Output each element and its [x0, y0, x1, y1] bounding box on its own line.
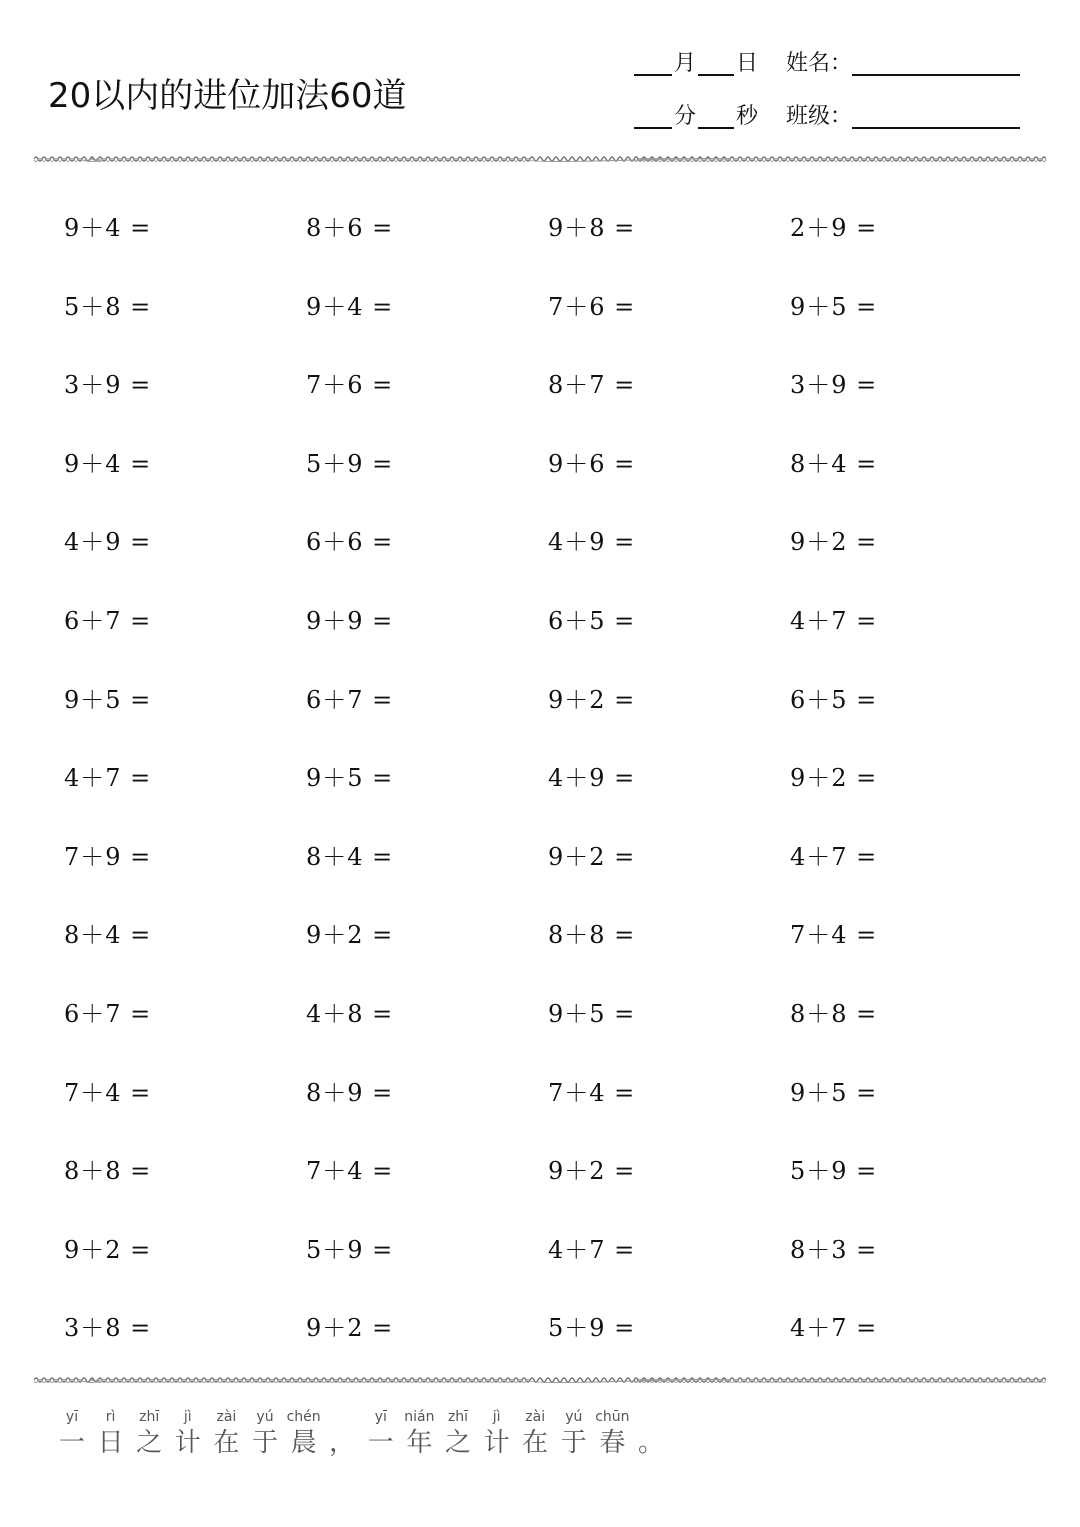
wave-line-inner [34, 1380, 1046, 1383]
proverb-char [206, 1408, 246, 1460]
pinyin-label: yú [256, 1409, 274, 1425]
proverb-char [438, 1408, 478, 1460]
problem-item: 6＋6 = [306, 528, 394, 557]
problem-item: 3＋9 = [790, 371, 878, 400]
problem-item: 9＋5 = [548, 1000, 636, 1028]
problem-item: 4＋7 = [790, 842, 878, 871]
problem-item: 4＋9 = [548, 764, 636, 793]
problem-item: 6＋7 = [306, 685, 394, 714]
proverb-char [399, 1408, 439, 1460]
worksheet-title: 20以内的进位加法60道 [48, 76, 407, 116]
hanzi-label: 一 [367, 1428, 394, 1458]
problem-item: 6＋5 = [548, 607, 636, 635]
minute-label: 分 [674, 104, 697, 129]
problem-item: 3＋8 = [64, 1314, 152, 1343]
problem-item: 9＋4 = [306, 292, 394, 321]
problem-item: 9＋2 = [64, 1235, 152, 1264]
problem-item: 4＋7 = [64, 764, 152, 793]
problem-item: 9＋6 = [548, 449, 636, 478]
proverb-char [322, 1408, 362, 1460]
pinyin-label: chūn [595, 1409, 630, 1425]
pinyin-label: zhī [447, 1409, 469, 1425]
problem-item: 8＋8 = [790, 1000, 878, 1028]
problem-item: 9＋9 = [306, 607, 394, 635]
problem-item: 5＋9 = [790, 1157, 878, 1186]
proverb-char [284, 1408, 324, 1460]
problem-item: 6＋5 = [790, 685, 878, 714]
problem-item: 8＋9 = [306, 1078, 394, 1107]
pinyin-label: zài [525, 1409, 546, 1425]
pinyin-label: yú [565, 1409, 583, 1425]
problem-item: 6＋7 = [64, 607, 152, 635]
problem-item: 4＋7 = [790, 607, 878, 635]
problem-item: 4＋9 = [548, 528, 636, 557]
hanzi-label: 之 [444, 1428, 471, 1458]
proverb-with-pinyin [58, 1408, 678, 1468]
hanzi-label: 一 [58, 1428, 85, 1458]
problem-item: 8＋8 = [548, 921, 636, 950]
pinyin-label: yī [374, 1409, 387, 1425]
pinyin-label: jì [183, 1409, 192, 1425]
problem-item: 9＋2 = [790, 764, 878, 793]
problem-item: 7＋6 = [548, 292, 636, 321]
pinyin-label [631, 1408, 671, 1426]
proverb-char [554, 1408, 594, 1460]
problem-item: 2＋9 = [790, 214, 878, 242]
class-label: 班级： [786, 104, 853, 129]
pinyin-label: rì [105, 1409, 116, 1425]
proverb-char [631, 1408, 671, 1460]
hanzi-label: 春 [599, 1428, 626, 1458]
problem-item: 8＋8 = [64, 1157, 152, 1186]
hanzi-label: 计 [174, 1428, 201, 1458]
hanzi-label: 于 [251, 1428, 278, 1458]
problem-item: 8＋4 = [306, 842, 394, 871]
proverb-char [477, 1408, 517, 1460]
hanzi-label: 在 [213, 1428, 240, 1458]
hanzi-label: 日 [97, 1428, 124, 1458]
pinyin-label: zhī [139, 1409, 160, 1425]
hanzi-label: 。 [637, 1428, 664, 1458]
problem-item: 5＋9 = [306, 449, 394, 478]
problem-item: 9＋8 = [548, 214, 636, 242]
problem-item: 6＋7 = [64, 1000, 152, 1028]
problem-item: 4＋7 = [548, 1235, 636, 1264]
hanzi-label: 晨 [290, 1428, 317, 1458]
pinyin-label: zài [216, 1409, 237, 1425]
problem-item: 9＋2 = [306, 1314, 394, 1343]
problem-item: 4＋8 = [306, 1000, 394, 1028]
problem-item: 7＋4 = [548, 1078, 636, 1107]
hanzi-label: 之 [136, 1428, 163, 1458]
hanzi-label: 在 [522, 1428, 549, 1458]
proverb-char [52, 1408, 92, 1460]
problem-item: 5＋8 = [64, 292, 152, 321]
problem-item: 9＋2 = [548, 685, 636, 714]
month-label: 月 [674, 51, 697, 76]
problem-item: 9＋4 = [64, 214, 152, 242]
proverb-char [245, 1408, 285, 1460]
proverb-char [361, 1408, 401, 1460]
problem-item: 9＋4 = [64, 449, 152, 478]
proverb-char [91, 1408, 131, 1460]
problem-item: 8＋6 = [306, 214, 394, 242]
problem-item: 8＋4 = [64, 921, 152, 950]
problem-item: 8＋7 = [548, 371, 636, 400]
proverb-char [515, 1408, 555, 1460]
problem-item: 9＋2 = [548, 842, 636, 871]
problem-item: 3＋9 = [64, 371, 152, 400]
problem-item: 7＋4 = [790, 921, 878, 950]
problem-item: 9＋2 = [306, 921, 394, 950]
problem-item: 7＋9 = [64, 842, 152, 871]
problem-item: 8＋3 = [790, 1235, 878, 1264]
problem-item: 8＋4 = [790, 449, 878, 478]
pinyin-label: chén [286, 1409, 321, 1425]
day-label: 日 [736, 51, 759, 76]
problem-item: 4＋7 = [790, 1314, 878, 1343]
name-label: 姓名： [786, 51, 853, 76]
problem-item: 9＋5 = [306, 764, 394, 793]
problem-item: 9＋2 = [548, 1157, 636, 1186]
problem-item: 7＋6 = [306, 371, 394, 400]
pinyin-label [322, 1408, 362, 1426]
proverb-char [592, 1408, 632, 1460]
problem-item: 7＋4 = [64, 1078, 152, 1107]
pinyin-label: jì [492, 1409, 501, 1425]
hanzi-label: ， [329, 1428, 356, 1458]
proverb-char [129, 1408, 169, 1460]
problem-item: 9＋5 = [790, 1078, 878, 1107]
pinyin-label: yī [65, 1409, 79, 1425]
hanzi-label: 年 [406, 1428, 433, 1458]
problem-item: 9＋5 = [64, 685, 152, 714]
second-label: 秒 [736, 104, 759, 129]
pinyin-label: nián [404, 1409, 435, 1425]
proverb-char [168, 1408, 208, 1460]
hanzi-label: 计 [483, 1428, 510, 1458]
bottom-wavy-divider [34, 1375, 1046, 1385]
problem-item: 5＋9 = [306, 1235, 394, 1264]
problem-item: 9＋2 = [790, 528, 878, 557]
problem-item: 7＋4 = [306, 1157, 394, 1186]
problem-item: 4＋9 = [64, 528, 152, 557]
problem-item: 5＋9 = [548, 1314, 636, 1343]
hanzi-label: 于 [560, 1428, 587, 1458]
problem-item: 9＋5 = [790, 292, 878, 321]
